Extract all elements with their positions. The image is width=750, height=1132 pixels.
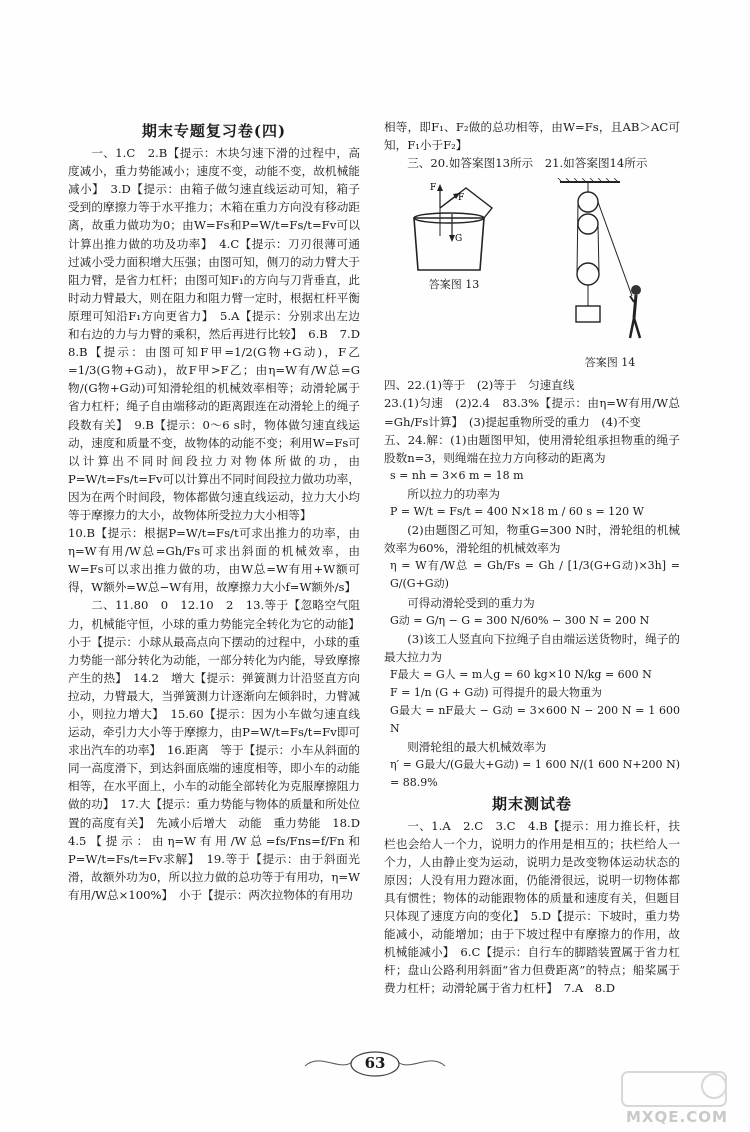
answer-24-intro: 五、24.解：(1)由题图甲知，使用滑轮组承担物重的绳子股数n=3，则绳端在拉力方向移动的距离为 xyxy=(384,432,680,465)
equation-max-efficiency: η′ = G最大/(G最大+G动) = 1 600 N/(1 600 N+200 N) = 88.9% xyxy=(390,758,680,790)
page-number: 63 xyxy=(364,1054,386,1072)
equation-power: P = W/t = Fs/t = 400 N×18 m / 60 s = 120 W xyxy=(390,505,644,519)
equation-distance: s = nh = 3×6 m = 18 m xyxy=(390,468,524,482)
equation-efficiency: η = W有/W总 = Gh/Fs = Gh / [1/3(G+G动)×3h] = G/(G+G动) xyxy=(390,559,680,591)
answer-continued: 相等，即F₁、F₂做的总功相等，由W=Fs，且AB＞AC可知，F₁小于F₂】 xyxy=(384,120,680,153)
watermark-text: MXQE.COM xyxy=(626,1108,728,1126)
left-column xyxy=(68,120,372,904)
answer-block-1: 一、1.C 2.B【提示：木块匀速下滑的过程中，高度减小，重力势能减小；速度不变，动能不变，故机械能减小】 3.D【提示：由箱子做匀速直线运动可知，箱子受到的摩擦力等于水平推力；木箱在重力方向没有移动距离，故重力做功为0；由W=Fs和P=W/t=Fs/t=Fv可以计算出推力做的功及功率】 4.C【提示：刀刃很薄可通过减小受力面积增大压强；由图可知，侧刀的动力臂大于阻力臂，是省力杠杆；由图可知F₁的方向与刀背垂直，此时动力臂最大，则在阻力和阻力臂一定时，根据杠杆平衡原理可知沿F₁方向更省力】 5.A【提示：分别求出左边和右边的力与力臂的乘积，然后再进行比较】 6.B 7.D 8.B【提示：由图可知F甲=1/2(G物+G动)，F乙=1/3(G物+G动)，故F甲>F乙；由η=W有/W总=G物/(G物+G动)可知滑轮组的机械效率相等；动滑轮属于省力杠杆；绳子自由端移动的距离跟连在动滑轮上的绳子段数有关】 9.B【提示：0～6 s时，物体做匀速直线运动，速度和质量不变，故物体的动能不变；利用W=Fs可以计算出不同时间段拉力对物体所做的功，由P=W/t=Fs/t=Fv可以计算出不同时间段拉力做功功率，因为在两个时间段，物体都做匀速直线运动，拉力大小均等于摩擦力的大小，故物体所受拉力大小相等】 xyxy=(68,146,372,522)
answer-block-3: 二、11.80 0 12.10 2 13.等于【忽略空气阻力，机械能守恒，小球的重力势能完全转化为它的动能】小于【提示：小球从最高点向下摆动的过程中，小球的重力势能一部分转化为动能，一部分转化为内能，导致摩擦产生的热】 14.2 增大【提示：弹簧测力计沿竖直方向拉动，力臂最大，当弹簧测力计逐渐向左倾斜时，力臂减小，则拉力增大】 15.60【提示：因为小车做匀速直线运动，牵引力大小等于摩擦力，由P=W/t=Fs/t=Fv即可求出汽车的功率】 16.距离 等于【提示：小车从斜面的同一高度滑下，到达斜面底端的速度相等，即小车的动能相等，在水平面上，小车的动能全部转化为克服摩擦阻力做的功】 17.大【提示：重力势能与物体的质量和所处位置的高度有关】 先减小后增大 动能 重力势能 18.D 4.5【提示：由η=W有用/W总=fs/Fns=f/Fn和P=W/t=Fs/t=Fv求解】 19.等于【提示：由于斜面光滑，故额外功为0，所以拉力做的总功等于有用功，η=W有用/W总×100%】 小于【提示：两次拉物体的有用功 xyxy=(68,598,372,902)
section-title-final-test: 期末测试卷 xyxy=(491,794,572,813)
equation-pulley-weight: G动 = G/η − G = 300 N/60% − 300 N = 200 N xyxy=(390,613,650,627)
answer-24-part2: (2)由题图乙可知，物重G=300 N时，滑轮组的机械效率为60%，滑轮组的机械效率为 xyxy=(384,523,680,556)
right-column xyxy=(384,118,680,998)
box-lid-force-diagram xyxy=(394,178,514,276)
figure-13-caption: 答案图 13 xyxy=(428,278,480,292)
equation-force-relation: F = 1/n (G + G动) 可得提升的最大物重为 xyxy=(390,685,602,699)
section-title-review-4: 期末专题复习卷(四) xyxy=(141,122,287,140)
final-test-answers: 一、1.A 2.C 3.C 4.B【提示：用力推长杆，扶栏也会给人一个力，说明力的作用是相互的；扶栏给人一个力，人由静止变为运动，说明力是改变物体运动状态的原因；人没有用力蹬冰面，仍能滑很远，说明一切物体都具有惯性；物体的动能跟物体的质量和速度有关，但题目只体现了速度方向的变化】 5.D【提示：下坡时，重力势能减小，动能增加；由于下坡过程中有摩擦力的作用，故机械能减小】 6.C【提示：自行车的脚踏装置属于省力杠杆；盘山公路利用斜面“省力但费距离”的特点；船桨属于费力杠杆；动滑轮属于省力杠杆】 7.A 8.D xyxy=(384,818,680,996)
power-line: 所以拉力的功率为 xyxy=(407,486,500,501)
max-efficiency-line: 则滑轮组的最大机械效率为 xyxy=(407,740,547,755)
answer-section-4: 四、22.(1)等于 (2)等于 匀速直线 xyxy=(384,378,575,393)
support-label-f: F xyxy=(458,193,465,204)
equation-max-force: F最大 = G人 = m人g = 60 kg×10 N/kg = 600 N xyxy=(390,667,652,681)
pulley-system-diagram xyxy=(550,178,670,354)
answer-block-2: 10.B【提示：根据P=W/t=Fs/t可求出推力的功率，由η=W有用/W总=Gh/Fs可求出斜面的机械效率，由W=Fs可以求出推力做的功，由W总=W有用+W额可得，W额外=W总−W有用，故摩擦力大小f=W额外/s】 xyxy=(68,526,360,595)
answer-24-part3: (3)该工人竖直向下拉绳子自由端运送货物时，绳子的最大拉力为 xyxy=(384,631,680,664)
dyn-pulley-line: 可得动滑轮受到的重力为 xyxy=(407,595,535,610)
answer-23: 23.(1)匀速 (2)2.4 83.3%【提示：由η=W有用/W总=Gh/Fs计算】 (3)提起重物所受的重力 (4)不变 xyxy=(384,396,680,429)
equation-max-weight: G最大 = nF最大 − G动 = 3×600 N − 200 N = 1 600 N xyxy=(390,704,680,736)
figure-13 xyxy=(384,178,524,372)
answer-figures xyxy=(384,178,680,372)
figure-reference-line: 三、20.如答案图13所示 21.如答案图14所示 xyxy=(407,156,648,171)
figure-14-caption: 答案图 14 xyxy=(584,356,636,370)
force-label-f: F xyxy=(430,183,437,194)
gravity-label-g: G xyxy=(455,234,463,245)
figure-14 xyxy=(540,178,680,372)
